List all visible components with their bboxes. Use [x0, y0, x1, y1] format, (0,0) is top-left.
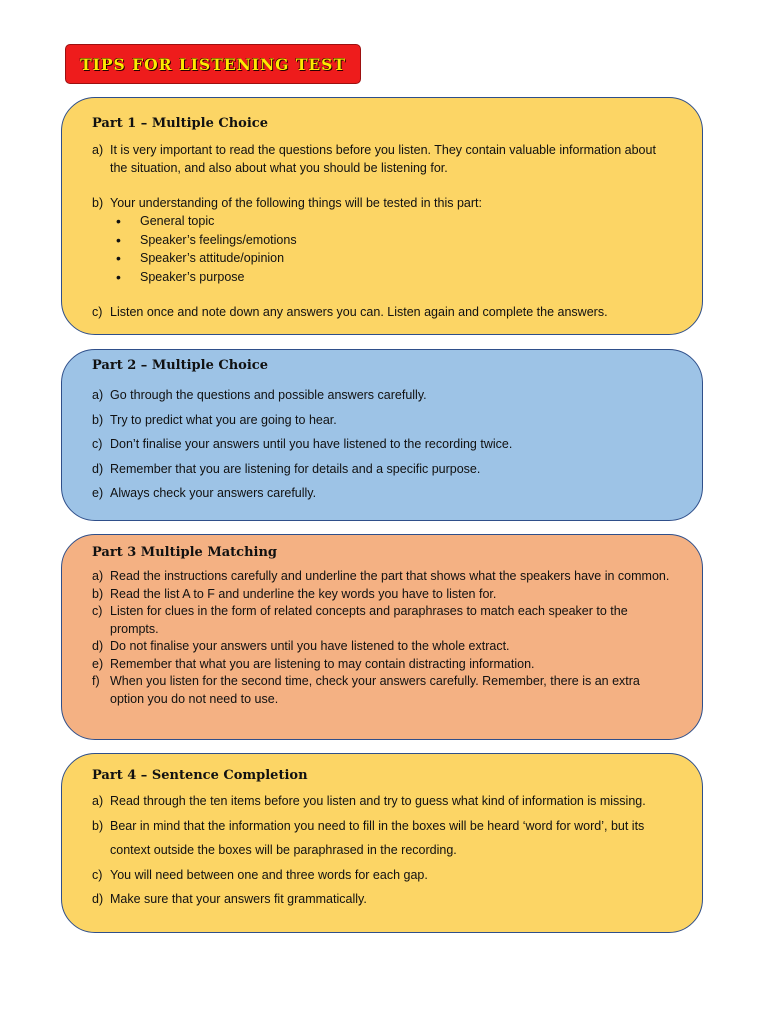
item-letter: a)	[92, 569, 104, 583]
bullet-item	[116, 231, 672, 250]
item-text: Don’t finalise your answers until you have listened to the recording twice.	[110, 437, 513, 451]
list-item	[92, 814, 672, 863]
list-item	[92, 568, 672, 586]
list-item	[92, 383, 672, 408]
part4-list	[92, 789, 672, 912]
list-item	[92, 586, 672, 604]
item-text: It is very important to read the questions before you listen. They contain valuable information about the situation, and also about what you should be listening for.	[110, 143, 656, 175]
item-letter: d)	[92, 892, 104, 906]
list-item	[92, 673, 672, 708]
list-item	[92, 432, 672, 457]
item-letter: b)	[92, 586, 104, 601]
item-letter: b)	[92, 818, 104, 833]
item-letter: c)	[92, 305, 103, 319]
item-text: Read the instructions carefully and underline the part that shows what the speakers have in common.	[110, 569, 670, 583]
list-item	[92, 656, 672, 674]
bullet-text: Speaker’s feelings/emotions	[140, 232, 297, 247]
list-item	[92, 408, 672, 433]
item-text: Go through the questions and possible answers carefully.	[110, 388, 427, 402]
item-text: Listen once and note down any answers you can. Listen again and complete the answers.	[110, 305, 608, 319]
page-title: TIPS FOR LISTENING TEST	[80, 54, 346, 74]
list-item	[92, 303, 672, 321]
item-text: Make sure that your answers fit grammatically.	[110, 892, 367, 906]
part2-list	[92, 383, 672, 506]
part1-box	[61, 97, 703, 335]
list-item	[92, 141, 672, 177]
list-item	[92, 863, 672, 888]
item-letter: a)	[92, 794, 104, 808]
item-text: Try to predict what you are going to hear.	[110, 412, 337, 427]
part3-box	[61, 534, 703, 740]
item-letter: b)	[92, 412, 104, 427]
bullet-icon: •	[116, 231, 121, 248]
item-letter: a)	[92, 143, 104, 157]
bullet-text: General topic	[140, 214, 215, 228]
bullet-item	[116, 268, 672, 287]
part4-box	[61, 753, 703, 933]
part4-title: Part 4 – Sentence Completion	[92, 768, 308, 783]
list-item	[92, 194, 672, 212]
item-letter: b)	[92, 196, 104, 210]
item-text: Read through the ten items before you listen and try to guess what kind of information is missing.	[110, 794, 646, 808]
item-letter: c)	[92, 867, 103, 882]
item-text: Bear in mind that the information you need to fill in the boxes will be heard ‘word for word’, but its context outside the boxes will be paraphrased in the recording.	[110, 818, 645, 857]
list-item	[92, 638, 672, 656]
item-text: Your understanding of the following things will be tested in this part:	[110, 196, 482, 210]
item-letter: c)	[92, 437, 103, 451]
item-text: Remember that you are listening for details and a specific purpose.	[110, 461, 481, 476]
title-banner	[65, 44, 361, 84]
bullet-text: Speaker’s purpose	[140, 269, 245, 284]
item-letter: a)	[92, 388, 104, 402]
part1-title: Part 1 – Multiple Choice	[92, 116, 268, 131]
item-letter: e)	[92, 656, 104, 671]
item-text: Always check your answers carefully.	[110, 486, 317, 500]
bullet-icon: •	[116, 213, 121, 229]
item-letter: e)	[92, 486, 104, 500]
part3-list	[92, 568, 672, 708]
bullet-icon: •	[116, 250, 121, 266]
part2-box	[61, 349, 703, 521]
list-item	[92, 789, 672, 814]
list-item	[92, 457, 672, 482]
bullet-item	[116, 212, 672, 231]
bullet-icon: •	[116, 268, 121, 285]
item-letter: d)	[92, 639, 104, 653]
item-text: You will need between one and three words for each gap.	[110, 867, 428, 882]
item-letter: c)	[92, 604, 103, 618]
list-item	[92, 603, 672, 638]
part2-title: Part 2 – Multiple Choice	[92, 358, 268, 373]
bullet-item	[116, 249, 672, 268]
item-text: Remember that what you are listening to may contain distracting information.	[110, 656, 535, 671]
item-text: Listen for clues in the form of related concepts and paraphrases to match each speaker to the prompts.	[110, 604, 628, 636]
item-text: When you listen for the second time, check your answers carefully. Remember, there is an extra option you do not need to use.	[110, 674, 640, 706]
item-letter: f)	[92, 674, 100, 688]
item-text: Do not finalise your answers until you have listened to the whole extract.	[110, 639, 510, 653]
topic-bullet-list	[92, 212, 672, 286]
part3-title: Part 3 Multiple Matching	[92, 545, 278, 560]
list-item	[92, 481, 672, 506]
item-text: Read the list A to F and underline the key words you have to listen for.	[110, 586, 497, 601]
bullet-text: Speaker’s attitude/opinion	[140, 251, 285, 265]
list-item	[92, 887, 672, 912]
item-letter: d)	[92, 461, 104, 476]
